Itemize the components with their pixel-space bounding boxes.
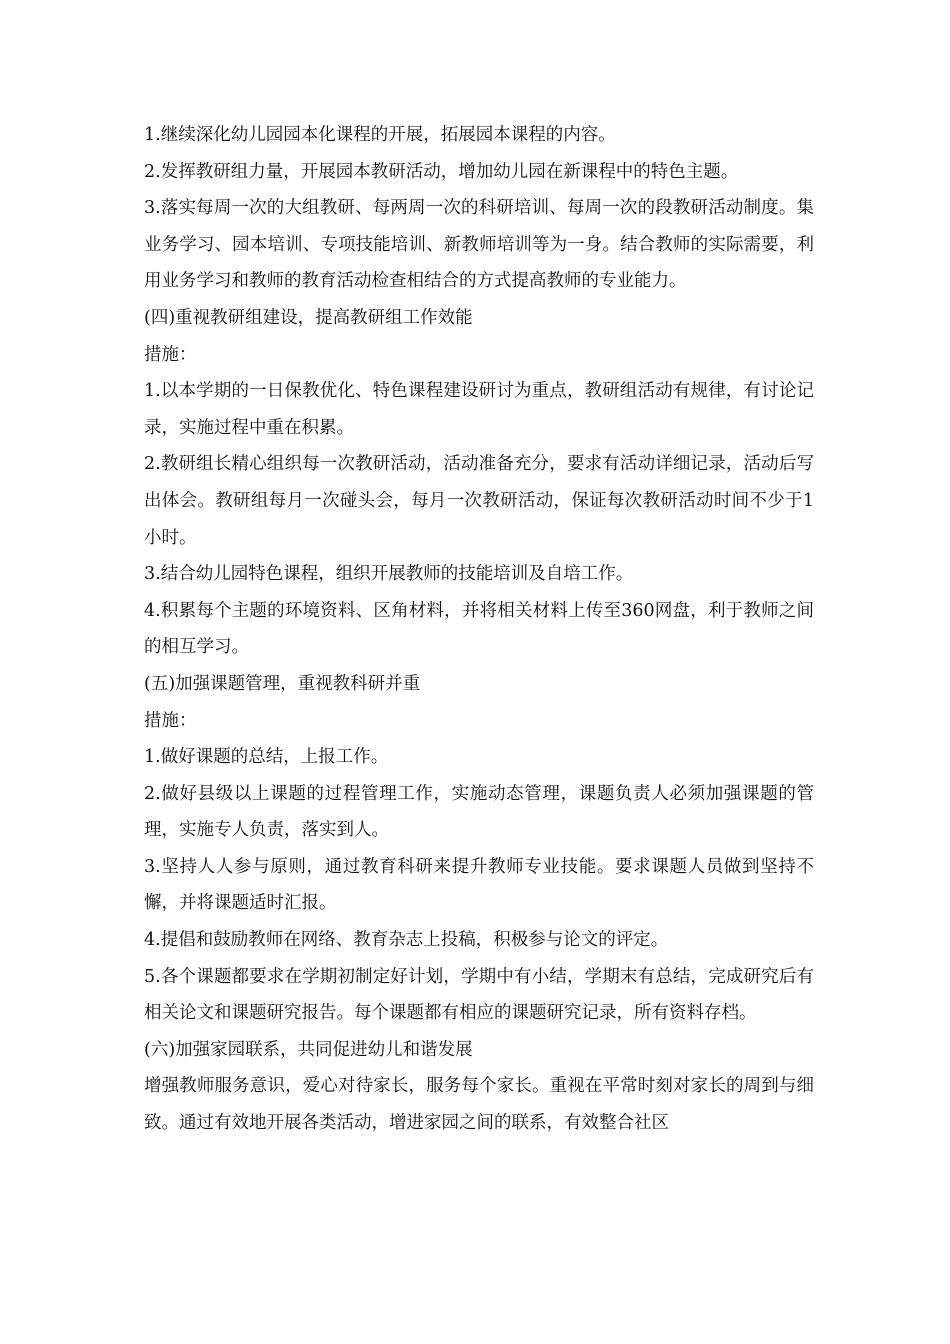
- paragraph: 2.教研组长精心组织每一次教研活动，活动准备充分，要求有活动详细记录，活动后写出体会。教研组每月一次碰头会，每月一次教研活动，保证每次教研活动时间不少于1小时。: [144, 454, 814, 548]
- paragraph: 2.做好县级以上课题的过程管理工作，实施动态管理，课题负责人必须加强课题的管理，实施专人负责，落实到人。: [144, 783, 814, 841]
- paragraph: 增强教师服务意识，爱心对待家长，服务每个家长。重视在平常时刻对家长的周到与细致。通过有效地开展各类活动，增进家园之间的联系，有效整合社区: [144, 1076, 814, 1134]
- paragraph: 3.结合幼儿园特色课程，组织开展教师的技能培训及自培工作。: [144, 564, 634, 585]
- document-body: [144, 117, 814, 1142]
- paragraph: 2.发挥教研组力量，开展园本教研活动，增加幼儿园在新课程中的特色主题。: [144, 161, 739, 182]
- paragraph: 3.落实每周一次的大组教研、每两周一次的科研培训、每周一次的段教研活动制度。集业务学习、园本培训、专项技能培训、新教师培训等为一身。结合教师的实际需要，利用业务学习和教师的教育活动检查相结合的方式提高教师的专业能力。: [144, 198, 814, 292]
- paragraph: 4.提倡和鼓励教师在网络、教育杂志上投稿，积极参与论文的评定。: [144, 930, 669, 951]
- paragraph: 3.坚持人人参与原则，通过教育科研来提升教师专业技能。要求课题人员做到坚持不懈，并将课题适时汇报。: [144, 856, 814, 914]
- paragraph: 1.继续深化幼儿园园本化课程的开展，拓展园本课程的内容。: [144, 125, 616, 145]
- paragraph: 1.做好课题的总结，上报工作。: [144, 747, 389, 768]
- measures-label: 措施：: [144, 710, 197, 731]
- paragraph: 4.积累每个主题的环境资料、区角材料，并将相关材料上传至360网盘，利于教师之间的相互学习。: [144, 600, 814, 658]
- measures-label: 措施：: [144, 344, 197, 365]
- section-heading: (四)重视教研组建设，提高教研组工作效能: [144, 307, 473, 328]
- section-heading: (六)加强家园联系，共同促进幼儿和谐发展: [144, 1039, 473, 1060]
- paragraph: 1.以本学期的一日保教优化、特色课程建设研讨为重点，教研组活动有规律，有讨论记录，实施过程中重在积累。: [144, 381, 814, 438]
- paragraph: 5.各个课题都要求在学期初制定好计划，学期中有小结，学期末有总结，完成研究后有相关论文和课题研究报告。每个课题都有相应的课题研究记录，所有资料存档。: [144, 966, 814, 1024]
- section-heading: (五)加强课题管理，重视教科研并重: [144, 673, 421, 694]
